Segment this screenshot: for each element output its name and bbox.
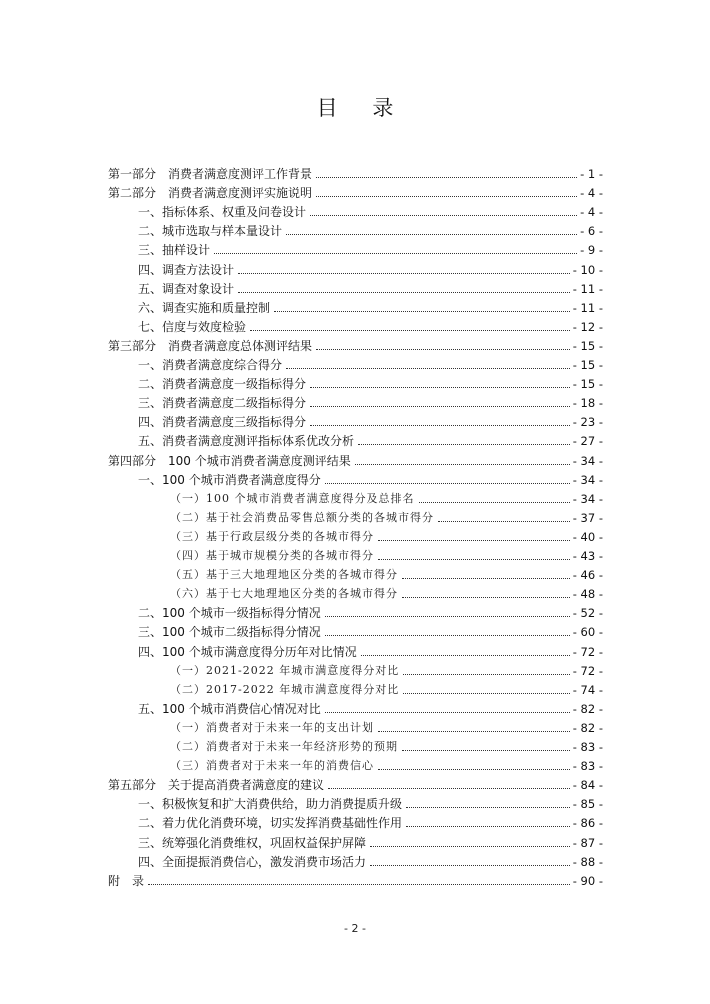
toc-entry[interactable] [108,391,603,410]
dot-leader [328,788,570,789]
toc-entry-label: 二、着力优化消费环境，切实发挥消费基础性作用 [138,816,403,831]
toc-entry[interactable] [108,372,603,391]
dot-leader [250,330,570,331]
dot-leader [238,292,570,293]
dot-leader [402,578,570,579]
toc-entry[interactable] [108,869,603,888]
toc-entry-page: - 15 - [572,358,603,372]
toc-entry-label: （二）基于社会消费品零售总额分类的各城市得分 [170,510,434,524]
toc-entry[interactable] [108,678,603,697]
dot-leader [378,731,570,732]
toc-entry-page: - 60 - [572,625,603,640]
dot-leader [402,597,570,598]
dot-leader [402,750,570,751]
toc-entry-page: - 40 - [572,529,603,544]
dot-leader [370,846,570,847]
toc-entry-page: - 27 - [572,434,603,449]
dot-leader [419,502,570,503]
toc-entry-label: 三、抽样设计 [138,243,211,258]
toc-entry-label: 四、100 个城市满意度得分历年对比情况 [138,644,357,659]
toc-entry-page: - 15 - [572,377,603,392]
toc-entry[interactable] [108,563,603,582]
toc-entry-label: 七、信度与效度检验 [138,319,247,334]
toc-entry[interactable] [108,620,603,639]
toc-entry-label: 第五部分 关于提高消费者满意度的建议 [108,778,325,793]
toc-entry-page: - 85 - [572,797,603,812]
toc-entry-page: - 82 - [572,720,603,735]
toc-entry-label: 二、100 个城市一级指标得分情况 [138,606,321,621]
toc-entry-label: 二、消费者满意度一级指标得分 [138,377,307,392]
toc-entry[interactable] [108,544,603,563]
toc-entry-page: - 74 - [572,682,603,697]
toc-entry-page: - 83 - [572,759,603,774]
dot-leader [274,311,570,312]
toc-entry[interactable] [108,410,603,429]
toc-entry[interactable] [108,181,603,200]
toc-entry[interactable] [108,506,603,525]
toc-entry-label: 四、消费者满意度三级指标得分 [138,415,307,430]
toc-entry[interactable] [108,449,603,468]
dot-leader [378,559,570,560]
toc-entry-label: （六）基于七大地理地区分类的各城市得分 [170,587,398,601]
toc-entry[interactable] [108,792,603,811]
dot-leader [361,655,570,656]
toc-entry[interactable] [108,754,603,773]
dot-leader [325,635,570,636]
toc-entry-label: 一、指标体系、权重及问卷设计 [138,205,307,220]
toc-entry[interactable] [108,487,603,506]
toc-entry[interactable] [108,162,603,181]
toc-entry-label: 第一部分 消费者满意度测评工作背景 [108,167,313,181]
toc-entry[interactable] [108,315,603,334]
dot-leader [286,234,577,235]
toc-entry-page: - 11 - [572,300,603,315]
toc-entry-page: - 15 - [572,338,603,353]
toc-entry-label: 五、调查对象设计 [138,281,235,296]
toc-entry-page: - 83 - [572,740,603,754]
dot-leader [403,674,570,675]
toc-entry-page: - 82 - [572,701,603,716]
toc-entry[interactable] [108,296,603,315]
toc-entry-label: （二）2017-2022 年城市满意度得分对比 [170,682,400,696]
toc-entry-page: - 34 - [572,491,603,506]
toc-entry-label: 四、调查方法设计 [138,262,235,277]
toc-entry-page: - 34 - [572,472,603,487]
toc-entry-label: 三、100 个城市二级指标得分情况 [138,625,321,640]
dot-leader [286,368,570,369]
toc-entry-page: - 6 - [580,224,603,239]
dot-leader [406,826,570,827]
toc-entry-label: 一、消费者满意度综合得分 [138,358,283,372]
toc-entry[interactable] [108,238,603,257]
toc-entry[interactable] [108,277,603,296]
dot-leader [406,807,570,808]
dot-leader [310,215,577,216]
toc-entry[interactable] [108,773,603,792]
toc-entry-page: - 4 - [580,186,603,201]
dot-leader [358,444,570,445]
toc-entry-page: - 90 - [572,873,603,888]
toc-entry-label: （五）基于三大地理地区分类的各城市得分 [170,568,398,582]
toc-entry-page: - 34 - [572,453,603,468]
toc-entry-page: - 52 - [572,606,603,621]
dot-leader [310,387,570,388]
toc-entry-label: （一）2021-2022 年城市满意度得分对比 [170,663,400,677]
toc-entry[interactable] [108,735,603,754]
toc-entry[interactable] [108,640,603,659]
toc-entry-label: 一、积极恢复和扩大消费供给，助力消费提质升级 [138,797,403,812]
dot-leader [316,196,577,197]
toc-entry-label: （三）基于行政层级分类的各城市得分 [170,529,374,543]
dot-leader [370,865,570,866]
toc-entry[interactable] [108,200,603,219]
toc-entry-page: - 88 - [572,854,603,869]
toc-entry-label: 三、消费者满意度二级指标得分 [138,396,307,411]
dot-leader [214,253,577,254]
page-number: - 2 - [344,922,366,935]
toc-entry[interactable] [108,353,603,372]
dot-leader [316,177,577,178]
dot-leader [355,464,570,465]
toc-entry[interactable] [108,831,603,850]
toc-entry[interactable] [108,601,603,620]
toc-entry-label: 三、统筹强化消费维权，巩固权益保护屏障 [138,835,367,850]
toc-entry-page: - 23 - [572,415,603,430]
toc-entry-page: - 1 - [580,167,603,181]
toc-entry-label: （二）消费者对于未来一年经济形势的预期 [170,740,398,753]
toc-entry-page: - 87 - [572,835,603,850]
toc-entry-label: 五、消费者满意度测评指标体系优改分析 [138,434,355,449]
toc-entry-page: - 9 - [580,243,603,258]
dot-leader [325,616,570,617]
toc-entry-page: - 72 - [572,644,603,659]
toc-entry[interactable] [108,334,603,353]
toc-entry[interactable] [108,258,603,277]
toc-entry-label: （一）消费者对于未来一年的支出计划 [170,720,374,734]
toc-entry-page: - 4 - [580,205,603,220]
toc-entry-label: 六、调查实施和质量控制 [138,300,271,315]
toc-entry[interactable] [108,811,603,830]
toc-entry-page: - 12 - [572,319,603,334]
toc-entry-page: - 72 - [572,663,603,678]
toc-entry-page: - 18 - [572,396,603,411]
dot-leader [325,483,570,484]
toc-entry-label: （一）100 个城市消费者满意度得分及总排名 [170,491,415,505]
toc-entry[interactable] [108,468,603,487]
dot-leader [378,540,570,541]
toc-entry-page: - 10 - [572,262,603,277]
toc-entry-page: - 11 - [572,281,603,296]
toc-entry-label: 第二部分 消费者满意度测评实施说明 [108,186,313,201]
dot-leader [310,406,570,407]
dot-leader [325,712,570,713]
dot-leader [316,349,570,350]
page-title: 目 录 [316,96,408,120]
dot-leader [148,884,570,885]
toc-entry-page: - 46 - [572,568,603,583]
toc-entry-label: （四）基于城市规模分类的各城市得分 [170,549,374,562]
toc-entry[interactable] [108,697,603,716]
toc-entry[interactable] [108,219,603,238]
toc-entry[interactable] [108,582,603,601]
dot-leader [238,273,570,274]
toc-entry[interactable] [108,429,603,448]
toc-entry-label: 二、城市选取与样本量设计 [138,224,283,239]
toc-entry-page: - 48 - [572,587,603,602]
toc-entry-label: 一、100 个城市消费者满意度得分 [138,472,321,487]
toc-entry[interactable] [108,525,603,544]
toc-entry-page: - 37 - [572,510,603,525]
toc-entry-label: 五、100 个城市消费信心情况对比 [138,701,321,716]
toc-entry-label: 四、全面提振消费信心，激发消费市场活力 [138,854,367,869]
toc-entry-page: - 86 - [572,816,603,831]
toc-entry-label: 第三部分 消费者满意度总体测评结果 [108,338,313,353]
dot-leader [378,769,570,770]
toc-entry-label: 附 录 [108,873,145,888]
dot-leader [310,425,570,426]
toc-entry[interactable] [108,659,603,678]
toc-entry-page: - 43 - [572,549,603,563]
dot-leader [438,521,570,522]
toc-entry-label: 第四部分 100 个城市消费者满意度测评结果 [108,453,351,468]
toc-entry-page: - 84 - [572,778,603,793]
toc-entry-label: （三）消费者对于未来一年的消费信心 [170,759,374,773]
dot-leader [403,693,570,694]
toc-entry[interactable] [108,850,603,869]
toc-entry[interactable] [108,716,603,735]
